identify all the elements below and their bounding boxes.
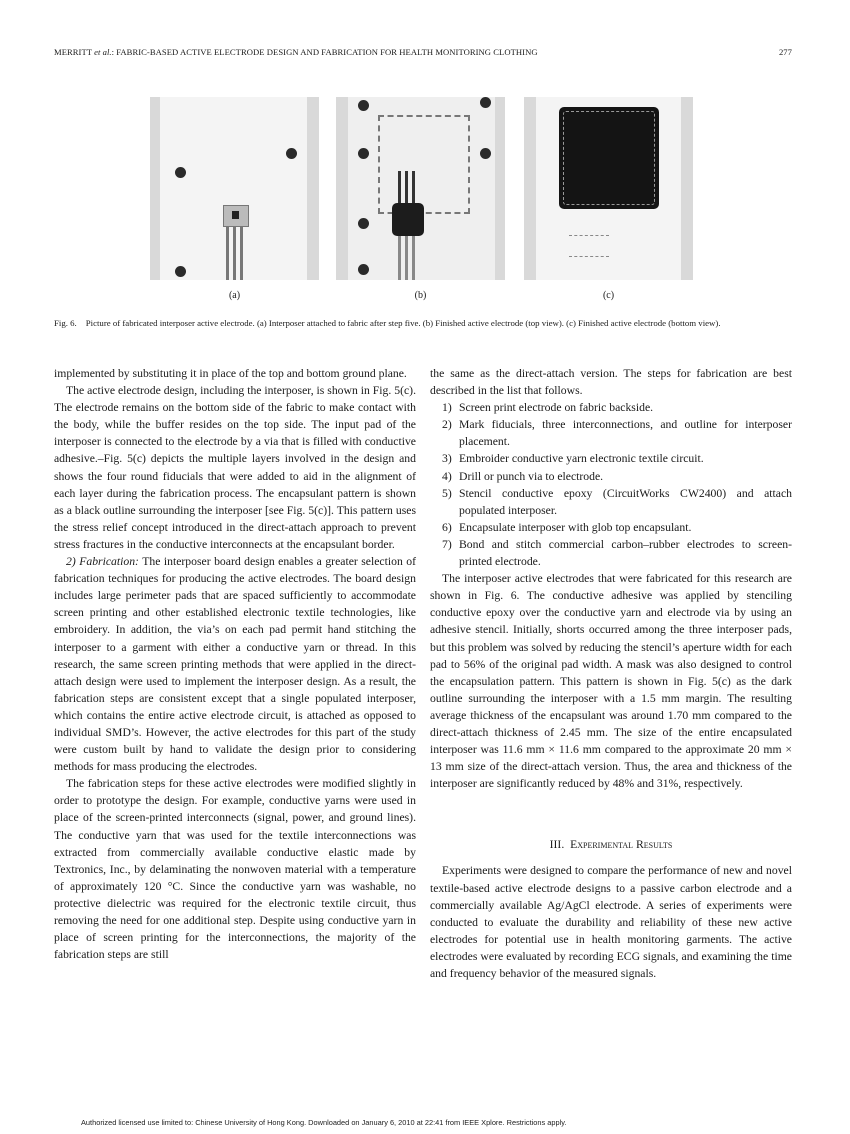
license-footer: Authorized licensed use limited to: Chinese University of Hong Kong. Downloaded on January 6, 2010 at 22:41 from IEEE Xplore. Restrictions apply. (81, 1118, 567, 1127)
figure-panel-a-photo (150, 97, 319, 280)
running-title (54, 47, 538, 57)
fabrication-steps-list (430, 399, 792, 570)
figure-panel-c-label: (c) (602, 290, 615, 301)
section-heading (430, 836, 792, 853)
list-item (430, 536, 792, 570)
list-number: 3) (442, 452, 452, 466)
list-text: Bond and stitch commercial carbon–rubber electrodes to screen-printed electrode. (459, 537, 792, 569)
carbon-electrode-icon (559, 107, 659, 209)
list-text: Screen print electrode on fabric backside. (459, 401, 654, 415)
paragraph: The interposer active electrodes that were fabricated for this research are shown in Fig. 6. The conductive adhesive was applied by stenciling conductive epoxy over the conductive yarn and electrode via by using an adhesive stencil. Initially, shorts occurred among the three interposer pads, but this problem was solved by reducing the stencil’s aperture width for each pad to 56% of the original pad width. A mask was also designed to control the encapsulation pattern. This pattern is shown in Fig. 5(c) as the dark outline surrounding the interposer with a 1.5 mm margin. The resulting average thickness of the encapsulant was around 1.70 mm compared to the direct-attach thickness of 2.45 mm. The size of the entire encapsulated interposer was 11.6 mm × 11.6 mm compared to the approximate 20 mm × 13 mm size of the direct-attach version. Thus, the area and thickness of the interposer are significantly reduced by 48% and 31%, respectively. (430, 572, 792, 791)
subsection-heading: 2) Fabrication: (66, 555, 139, 569)
list-text: Stencil conductive epoxy (CircuitWorks CW2400) and attach populated interposer. (459, 486, 792, 517)
figure-panel-a-label: (a) (228, 290, 241, 301)
page-number: 277 (778, 47, 792, 57)
paragraph-text: The interposer board design enables a greater selection of fabrication techniques for producing the active electrodes. The board design includes large perimeter pads that are spaced sufficiently to accommodate screen printing and other established electronic textile technologies, like embroidery. In addition, the via’s on each pad permit hand stitching the interposer to a garment with either a conductive yarn or thread. In this research, the same screen printing methods that were applied in the direct-attach design were used to implement the interposer design. As a result, the fabrication steps are consistent except that a single populated interposer, which contains the entire active electrode circuit, is attached as opposed to individual SMD’s. However, the active electrodes for this part of the study were custom built by hand to validate the design prior to considering methods for mass producing the electrodes. (54, 555, 417, 774)
list-item (430, 399, 792, 416)
list-text: Encapsulate interposer with glob top encapsulant. (459, 520, 692, 534)
list-text: Drill or punch via to electrode. (459, 469, 604, 483)
interposer-board-icon (223, 205, 249, 227)
paragraph: implemented by substituting it in place of the top and bottom ground plane. (54, 367, 407, 380)
paragraph: The fabrication steps for these active electrodes were modified slightly in order to prototype the design. For example, conductive yarns were used in place of the screen-printed interconnects (signal, power, and ground lines). The conductive yarn that was used for the textile interconnections was extracted from commercially available conductive elastic made by Textronics, Inc., by delaminating the nonwoven material with a temperature of approximately 120 °C. Since the conductive yarn was washable, no protective dielectric was required for the electronic textile circuit, thus removing the need for one additional step. Despite using conductive yarn in place of screen printing for the interconnections, the majority of the fabrication steps are still (54, 777, 416, 962)
list-number: 5) (442, 486, 452, 500)
list-number: 4) (442, 469, 452, 483)
list-number: 1) (442, 401, 452, 415)
figure-caption (54, 317, 792, 329)
list-number: 2) (442, 418, 452, 432)
right-column (430, 365, 792, 982)
list-text: Embroider conductive yarn electronic textile circuit. (459, 452, 704, 466)
running-title-rest: : FABRIC-BASED ACTIVE ELECTRODE DESIGN AND FABRICATION FOR HEALTH MONITORING CLOTHING (111, 47, 538, 57)
left-column (54, 365, 416, 963)
paragraph: the same as the direct-attach version. The steps for fabrication are best described in the list that follows. (430, 367, 792, 398)
paragraph: The active electrode design, including the interposer, is shown in Fig. 5(c). The electrode remains on the bottom side of the fabric to make contact with the body, while the buffer resides on the top side. The input pad of the interposer is connected to the electrode by a via that is filled with conductive adhesive.–Fig. 5(c) depicts the multiple layers involved in the design and shows the four round fiducials that were added to aid in the alignment of each layer during the fabrication process. The encapsulant pattern is shown as a black outline surrounding the interposer [see Fig. 5(c)]. This pattern uses the stress relief concept introduced in the direct-attach approach to prevent stress fractures in the conductive interconnects at the encapsulant border. (54, 384, 416, 551)
interposer-outline-icon (378, 115, 470, 214)
figure-panel-b-photo (336, 97, 505, 280)
list-number: 6) (442, 520, 452, 534)
running-header (54, 47, 792, 61)
figure-panel-b-label: (b) (414, 290, 427, 301)
encapsulant-glob-icon (392, 203, 424, 236)
running-title-author: MERRITT (54, 47, 95, 57)
figure-caption-text: Picture of fabricated interposer active electrode. (a) Interposer attached to fabric after step five. (b) Finished active electrode (top view). (c) Finished active electrode (bottom view). (85, 318, 721, 328)
list-item (430, 416, 792, 450)
fabrication-paragraph (54, 553, 416, 775)
list-number: 7) (442, 537, 452, 551)
list-item (430, 468, 792, 485)
list-item (430, 450, 792, 467)
running-title-etal: et al. (94, 47, 112, 57)
figure-6 (150, 97, 694, 307)
figure-caption-label: Fig. 6. (54, 318, 77, 328)
list-item (430, 485, 792, 519)
section-title: Experimental Results (570, 838, 673, 852)
list-text: Mark fiducials, three interconnections, and outline for interposer placement. (459, 418, 792, 449)
list-item (430, 519, 792, 536)
figure-panel-c-photo (524, 97, 693, 280)
paragraph: Experiments were designed to compare the performance of new and novel textile-based active electrode designs to a passive carbon electrode and a commercially available Ag/AgCl electrode. A series of experiments were conducted to evaluate the durability and reliability of these new active electrodes for potential use in health monitoring garments. The active electrodes were evaluated by recording ECG signals, and examining the time and frequency behavior of the measured signals. (430, 864, 792, 980)
section-number: III. (549, 838, 565, 852)
